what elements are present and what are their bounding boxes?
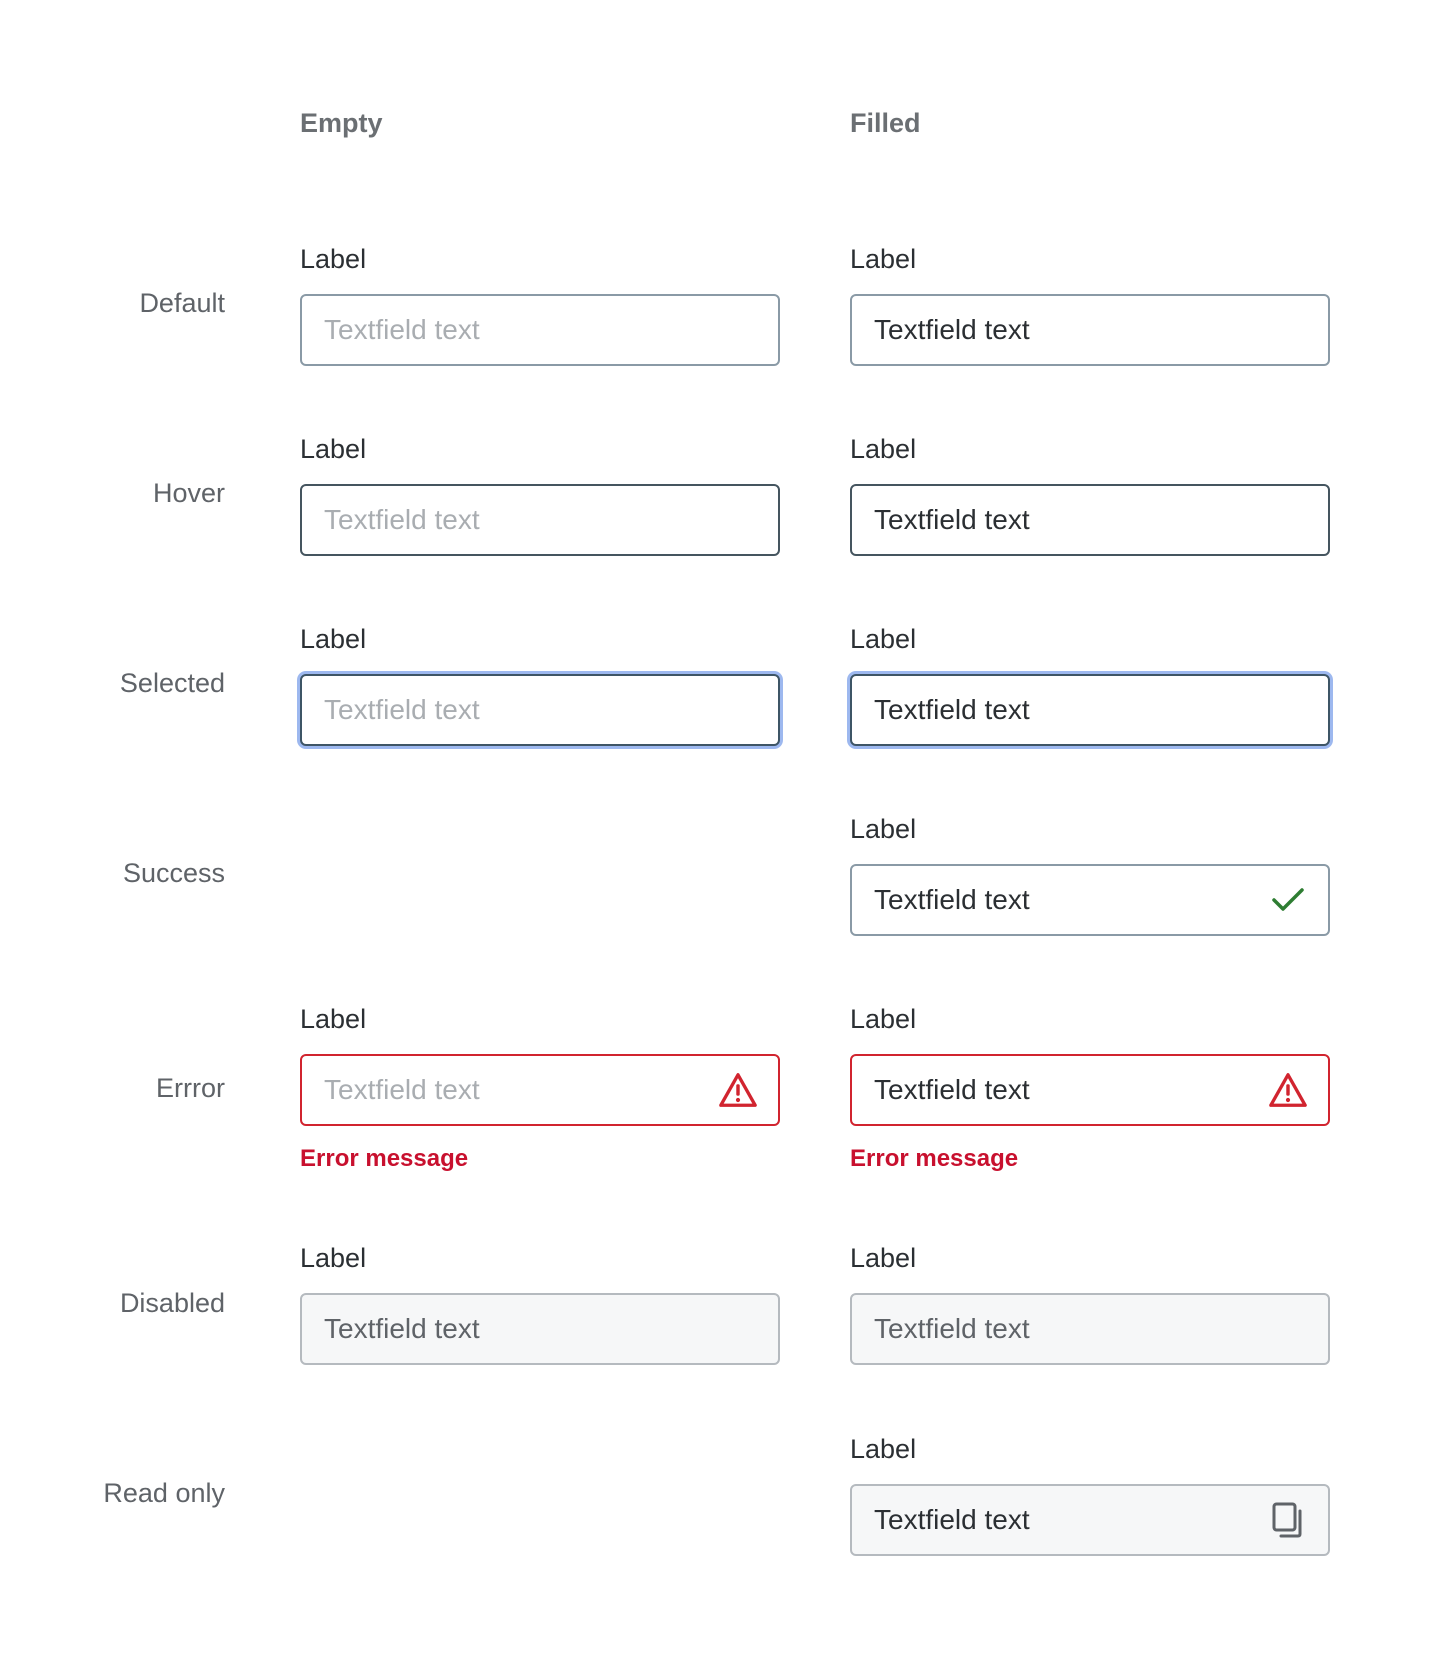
textfield-hover-filled[interactable] bbox=[850, 484, 1330, 556]
check-icon bbox=[1268, 880, 1308, 920]
textfield-placeholder: Textfield text bbox=[324, 694, 480, 725]
textfield-value: Textfield text bbox=[874, 1074, 1030, 1105]
field-label: Label bbox=[850, 244, 917, 274]
column-header-filled: Filled bbox=[850, 108, 921, 138]
field-label: Label bbox=[300, 1243, 367, 1273]
warning-triangle-icon bbox=[718, 1070, 758, 1110]
textfield-readonly-filled bbox=[850, 1484, 1330, 1556]
textfield-error-empty[interactable] bbox=[300, 1054, 780, 1126]
row-label-disabled: Disabled bbox=[119, 1288, 225, 1318]
textfield-placeholder: Textfield text bbox=[324, 314, 480, 345]
row-label-error: Errror bbox=[156, 1073, 225, 1103]
column-header-empty: Empty bbox=[300, 108, 383, 138]
field-label: Label bbox=[300, 244, 367, 274]
textfield-value: Textfield text bbox=[874, 694, 1030, 725]
textfield-disabled-filled bbox=[850, 1293, 1330, 1365]
textfield-placeholder: Textfield text bbox=[324, 1074, 480, 1105]
textfield-success-filled[interactable] bbox=[850, 864, 1330, 936]
textfield-selected-empty[interactable] bbox=[300, 674, 780, 746]
error-message: Error message bbox=[850, 1145, 1019, 1172]
field-label: Label bbox=[300, 434, 367, 464]
textfield-value: Textfield text bbox=[874, 884, 1030, 915]
field-label: Label bbox=[850, 434, 917, 464]
textfield-value: Textfield text bbox=[874, 314, 1030, 345]
field-label: Label bbox=[850, 1434, 917, 1464]
row-label-hover: Hover bbox=[152, 478, 225, 508]
textfield-value: Textfield text bbox=[874, 504, 1030, 535]
field-label: Label bbox=[850, 814, 917, 844]
textfield-placeholder: Textfield text bbox=[324, 1313, 480, 1344]
textfield-error-filled[interactable] bbox=[850, 1054, 1330, 1126]
field-label: Label bbox=[300, 624, 367, 654]
textfield-default-filled[interactable] bbox=[850, 294, 1330, 366]
row-label-default: Default bbox=[139, 288, 225, 318]
field-label: Label bbox=[850, 624, 917, 654]
row-label-success: Success bbox=[122, 858, 225, 888]
textfield-value: Textfield text bbox=[874, 1504, 1030, 1535]
warning-triangle-icon bbox=[1268, 1070, 1308, 1110]
field-label: Label bbox=[850, 1004, 917, 1034]
textfield-default-empty[interactable] bbox=[300, 294, 780, 366]
textfield-disabled-empty bbox=[300, 1293, 780, 1365]
textfield-hover-empty[interactable] bbox=[300, 484, 780, 556]
textfield-selected-filled[interactable] bbox=[850, 674, 1330, 746]
textfield-value: Textfield text bbox=[874, 1313, 1030, 1344]
row-label-readonly: Read only bbox=[103, 1478, 225, 1508]
textfield-placeholder: Textfield text bbox=[324, 504, 480, 535]
error-message: Error message bbox=[300, 1145, 469, 1172]
copy-icon[interactable] bbox=[1268, 1500, 1308, 1540]
row-label-selected: Selected bbox=[119, 668, 225, 698]
field-label: Label bbox=[300, 1004, 367, 1034]
field-label: Label bbox=[850, 1243, 917, 1273]
